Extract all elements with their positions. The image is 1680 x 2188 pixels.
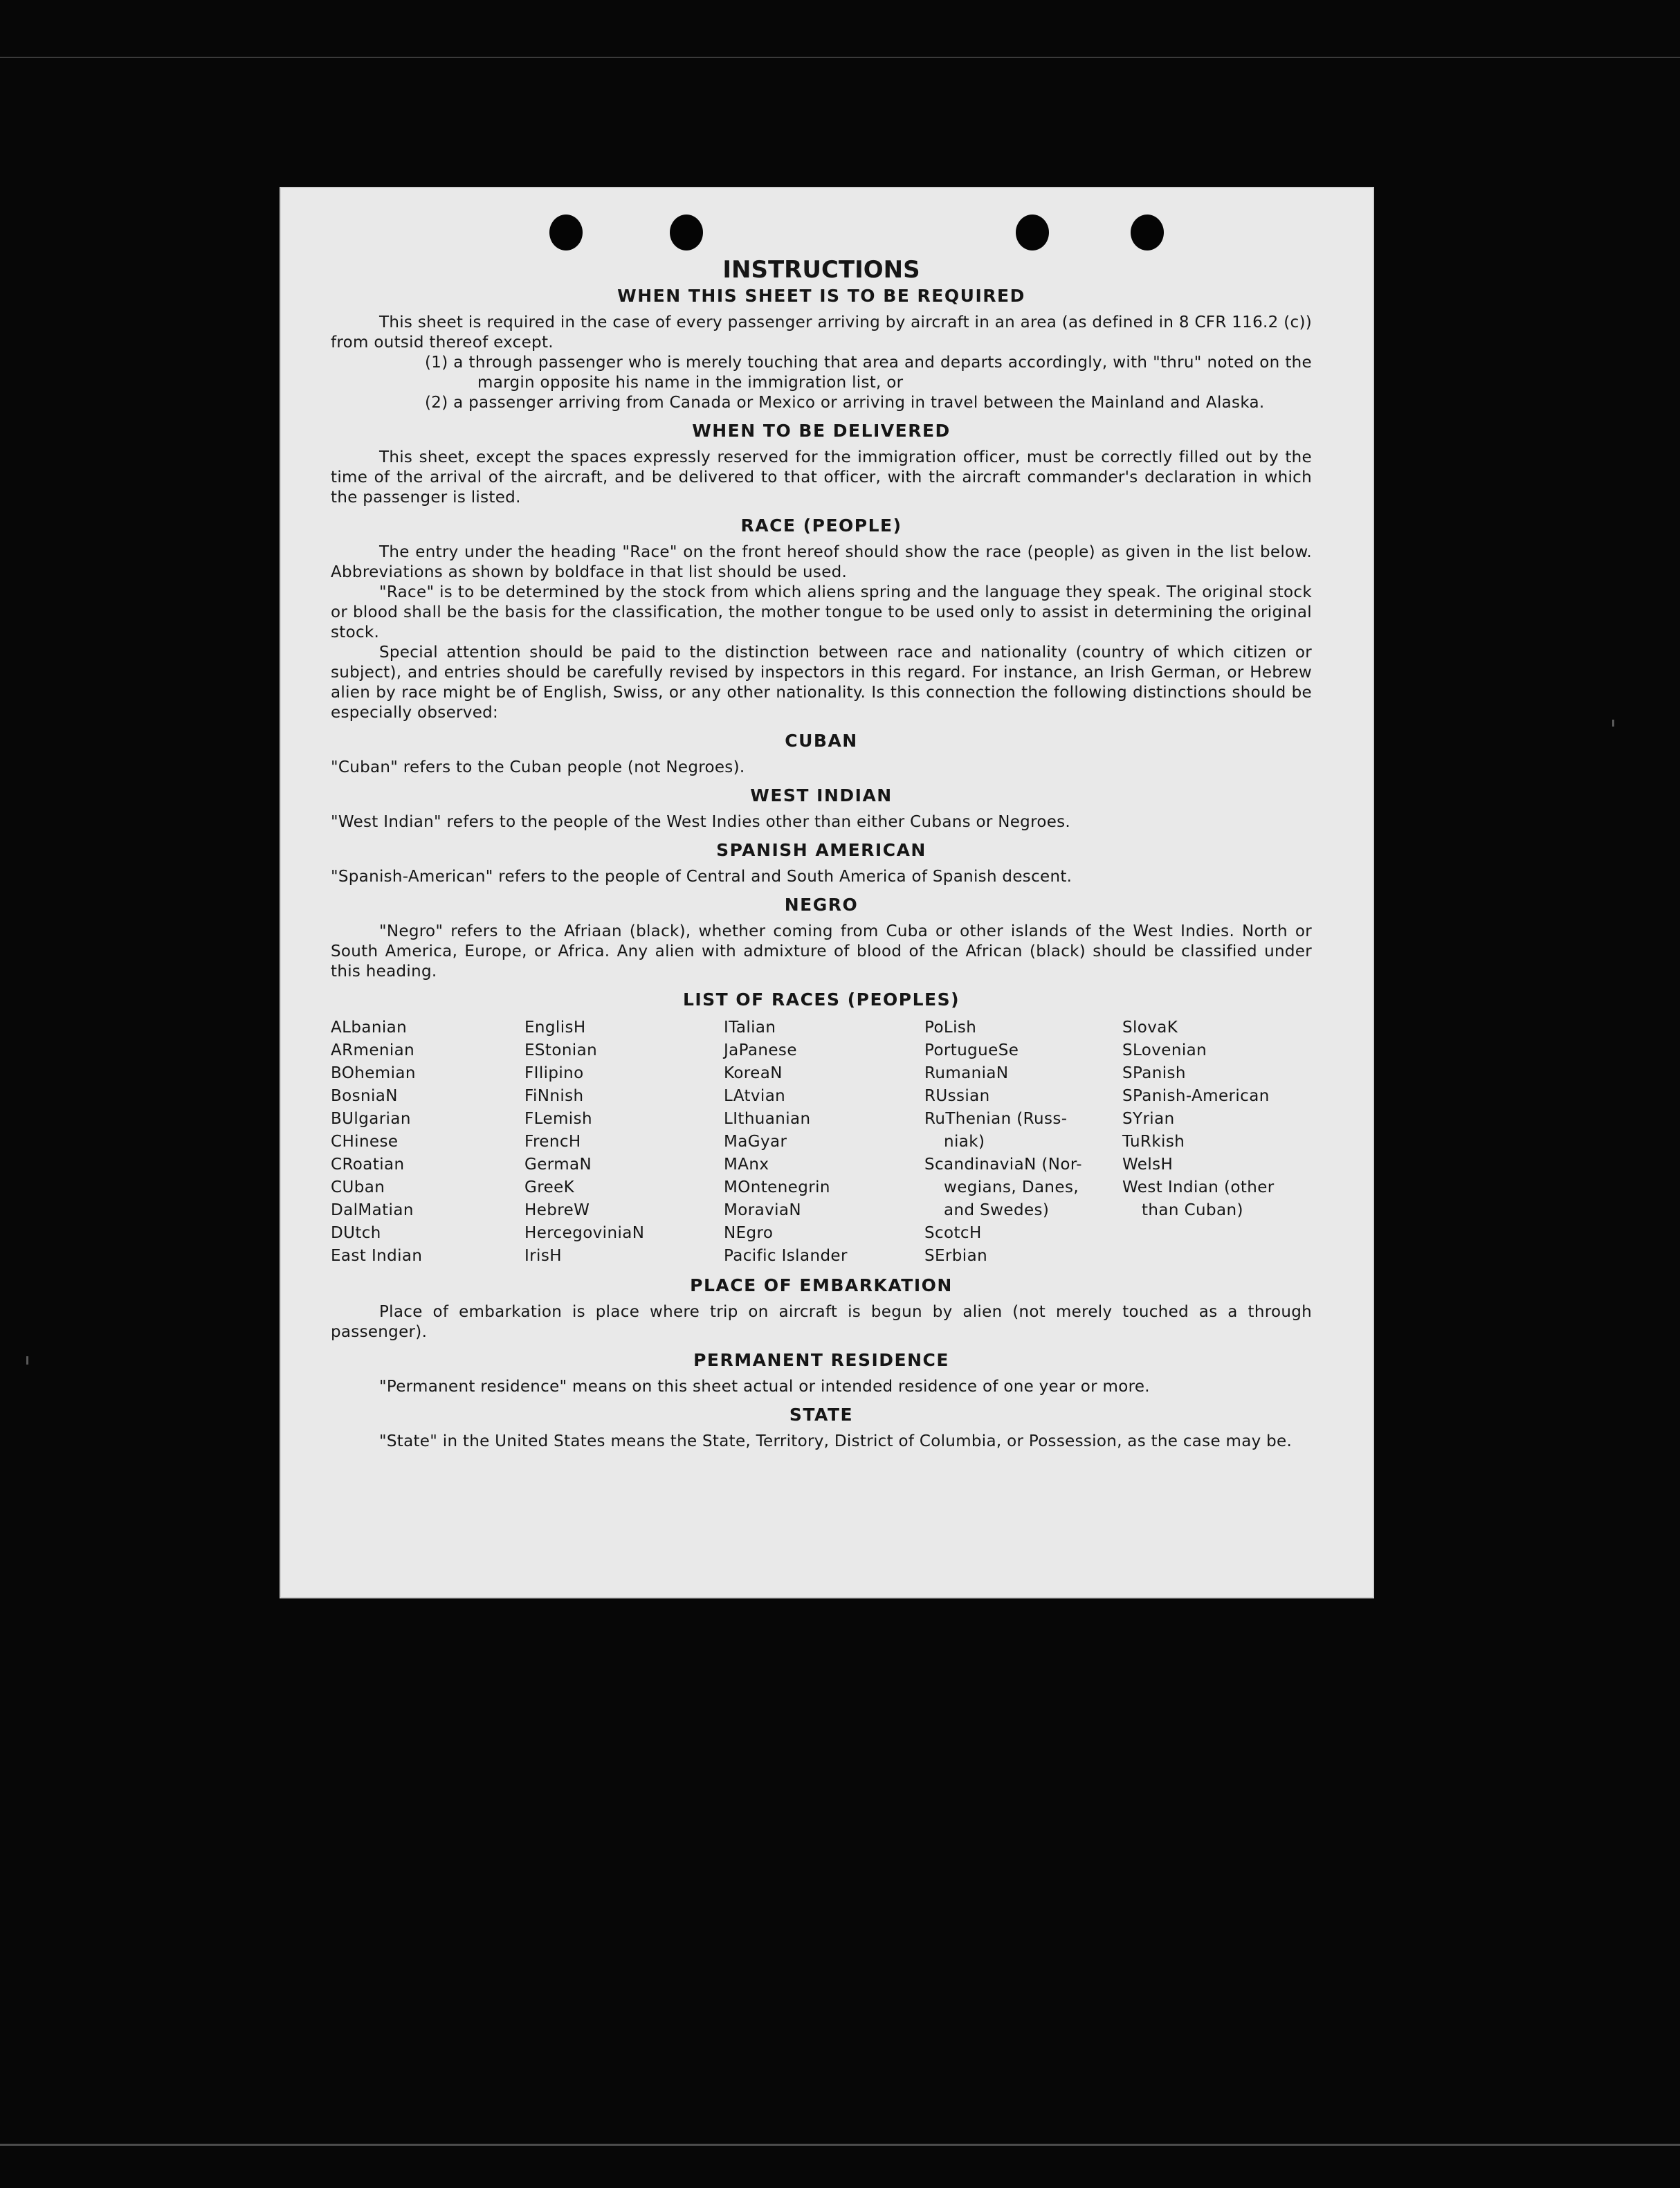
film-edge-bottom [0,2144,1680,2146]
race-entry: HebreW [524,1201,590,1219]
race-entry: SlovaK [1122,1019,1178,1037]
race-entry: SYrian [1122,1110,1175,1128]
spanish-american-text: "Spanish-American" refers to the people of Central and South America of Spanish descent. [331,868,1072,886]
race-paragraph-3: Special attention should be paid to the distinction between race and nationality (country of which citizen or subject), and entries should be carefully revised by inspectors in this regard. For instance, an Irish German, or Hebrew alien by race might be of English, Swiss, or any other nationality. Is this connection the following distinctions should be especially observed: [331,644,1312,722]
race-entry: RUssian [924,1087,990,1105]
embarkation-heading: PLACE OF EMBARKATION [690,1275,953,1295]
race-entry: West Indian (other [1122,1178,1275,1196]
page-title: INSTRUCTIONS [722,256,920,284]
race-entry: CRoatian [331,1156,405,1174]
race-entry: PortugueSe [924,1041,1019,1059]
negro-text: "Negro" refers to the Afriaan (black), whether coming from Cuba or other islands of the West Indies. North or South America, Europe, or Africa. Any alien with admixture of blood of the African (black) should be classified under this heading. [331,922,1312,981]
race-entry: IrisH [524,1247,562,1265]
races-column-3 [724,1016,924,1268]
punch-hole [670,215,703,250]
west-indian-text: "West Indian" refers to the people of the West Indies other than either Cubans or Negroes. [331,813,1071,831]
when-required-intro: This sheet is required in the case of every passenger arriving by aircraft in an area (as defined in 8 CFR 116.2 (c)) from outsid thereof except. [331,313,1312,352]
document-sheet [280,187,1374,1598]
race-heading: RACE (PEOPLE) [740,516,902,536]
when-required-heading: WHEN THIS SHEET IS TO BE REQUIRED [617,286,1025,306]
film-speck [26,1356,28,1365]
race-entry: SPanish [1122,1064,1186,1082]
race-entry: ScandinaviaN (Nor- [924,1156,1082,1174]
races-column-2 [524,1016,724,1268]
when-delivered-heading: WHEN TO BE DELIVERED [692,421,951,441]
race-entry: EnglisH [524,1019,586,1037]
list-of-races-heading: LIST OF RACES (PEOPLES) [682,990,960,1010]
race-entry: ITalian [724,1019,776,1037]
race-entry: WelsH [1122,1156,1174,1174]
race-entry-continuation: than Cuban) [1142,1201,1243,1219]
race-entry: BOhemian [331,1064,416,1082]
race-entry: FIlipino [524,1064,584,1082]
state-heading: STATE [789,1405,854,1425]
negro-heading: NEGRO [784,895,859,915]
race-entry: ALbanian [331,1019,408,1037]
when-required-item-1: (1) a through passenger who is merely touching that area and departs accordingly, with "thru" noted on the margin opposite his name in the immigration list, or [425,354,1312,392]
race-entry: Pacific Islander [724,1247,848,1265]
race-entry: PoLish [924,1019,977,1037]
race-paragraph-1: The entry under the heading "Race" on the front hereof should show the race (people) as given in the list below. Abbreviations as shown by boldface in that list should be used. [331,543,1312,581]
west-indian-heading: WEST INDIAN [750,785,893,805]
race-entry: CUban [331,1178,385,1196]
residence-text: "Permanent residence" means on this sheet actual or intended residence of one year or more. [379,1378,1150,1396]
race-entry: MoraviaN [724,1201,801,1219]
cuban-text: "Cuban" refers to the Cuban people (not Negroes). [331,758,745,776]
race-entry: MaGyar [724,1133,787,1151]
race-entry-continuation: wegians, Danes, [944,1178,1079,1196]
race-entry: LIthuanian [724,1110,811,1128]
race-entry: ARmenian [331,1041,415,1059]
races-column-1 [331,1016,524,1268]
races-column-4 [924,1016,1122,1268]
instructions-content [331,256,1312,1452]
when-delivered-text: This sheet, except the spaces expressly reserved for the immigration officer, must be correctly filled out by the time of the arrival of the aircraft, and be delivered to that officer, with the aircraft commander's declaration in which the passenger is listed. [331,448,1312,507]
race-entry-continuation: and Swedes) [944,1201,1050,1219]
race-entry: DUtch [331,1224,381,1242]
race-entry: MAnx [724,1156,769,1174]
race-entry: BosniaN [331,1087,398,1105]
race-entry: KoreaN [724,1064,783,1082]
race-entry: FiNnish [524,1087,584,1105]
list-of-races [331,1016,1312,1268]
race-entry: NEgro [724,1224,774,1242]
race-entry: JaPanese [724,1041,797,1059]
race-entry: FLemish [524,1110,592,1128]
race-paragraph-2: "Race" is to be determined by the stock from which aliens spring and the language they speak. The original stock or blood shall be the basis for the classification, the mother tongue to be used only to assist in determining the original stock. [331,583,1312,641]
race-entry: HercegoviniaN [524,1224,645,1242]
race-entry: EStonian [524,1041,598,1059]
punch-hole [1016,215,1049,250]
races-column-5 [1122,1016,1312,1268]
race-entry: LAtvian [724,1087,786,1105]
when-required-item-2: (2) a passenger arriving from Canada or Mexico or arriving in travel between the Mainland and Alaska. [425,394,1265,412]
race-entry: GreeK [524,1178,575,1196]
film-speck [1612,720,1614,727]
spanish-american-heading: SPANISH AMERICAN [716,840,926,860]
punch-hole [549,215,583,250]
race-entry: CHinese [331,1133,399,1151]
race-entry: RuThenian (Russ- [924,1110,1068,1128]
race-entry: SErbian [924,1247,988,1265]
residence-heading: PERMANENT RESIDENCE [693,1350,949,1370]
punch-hole [1131,215,1164,250]
race-entry: BUlgarian [331,1110,411,1128]
race-entry: ScotcH [924,1224,982,1242]
film-edge-top [0,57,1680,58]
embarkation-text: Place of embarkation is place where trip on aircraft is begun by alien (not merely touched as a through passenger). [331,1303,1312,1341]
cuban-heading: CUBAN [785,731,858,751]
race-entry: SLovenian [1122,1041,1207,1059]
race-entry: DalMatian [331,1201,414,1219]
race-entry: GermaN [524,1156,592,1174]
race-entry: East Indian [331,1247,423,1265]
race-entry: RumaniaN [924,1064,1009,1082]
race-entry: MOntenegrin [724,1178,830,1196]
race-entry-continuation: niak) [944,1133,985,1151]
race-entry: TuRkish [1122,1133,1185,1151]
race-entry: SPanish-American [1122,1087,1270,1105]
race-entry: FrencH [524,1133,581,1151]
state-text: "State" in the United States means the State, Territory, District of Columbia, or Possession, as the case may be. [379,1432,1293,1450]
